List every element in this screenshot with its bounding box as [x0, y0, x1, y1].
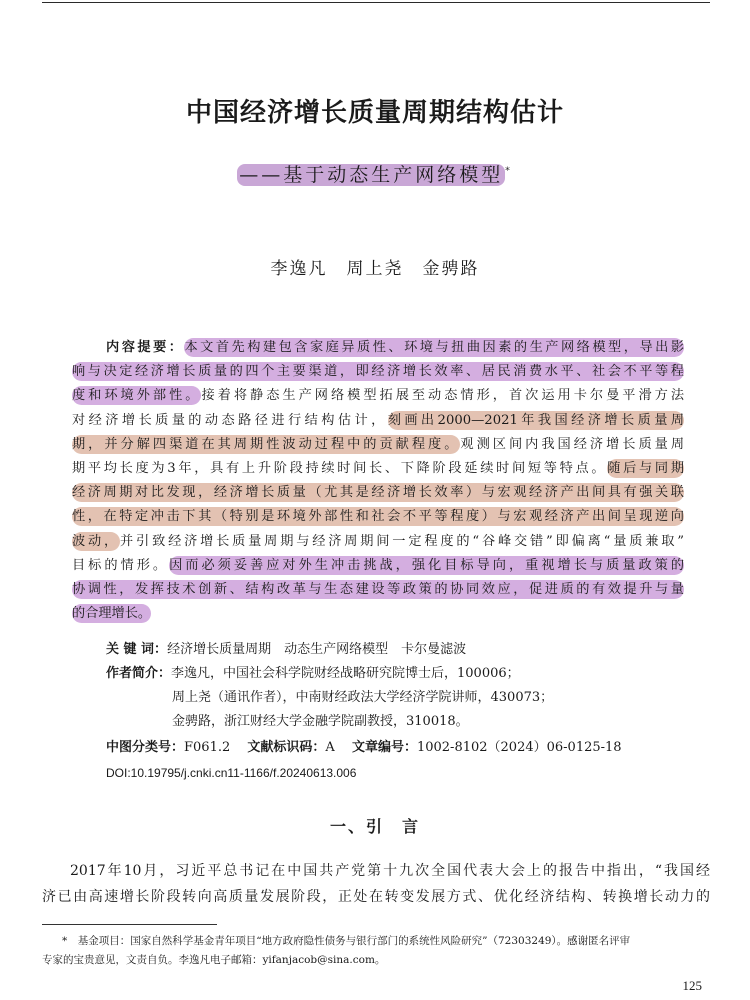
- footnote-rule: [42, 924, 217, 925]
- abstract-text: 并引致经济增长质量周期与经济周期间一定程度的“谷峰交错”即偏离“量质兼取”: [120, 533, 684, 549]
- body-line: 济已由高速增长阶段转向高质量发展阶段，正处在转变发展方式、优化经济结构、转换增长动力的: [42, 889, 710, 905]
- doc-value: A: [325, 740, 335, 755]
- body-line: 2017年10月，习近平总书记在中国共产党第十九次全国代表大会上的报告中指出，“我国经: [70, 863, 710, 879]
- highlighted-text: 本文首先构建包含家庭异质性、环境与扭曲因素的生产网络模型，导出影: [184, 340, 685, 355]
- doi: DOI:10.19795/j.cnki.cn11-1166/f.20240613.006: [106, 766, 357, 780]
- author-info-label: 作者简介：: [106, 666, 172, 681]
- abstract-label: 内容提要：: [106, 340, 185, 355]
- body-text: [42, 858, 710, 910]
- author-info-text: 李逸凡，中国社会科学院财经战略研究院博士后，100006；: [171, 666, 520, 681]
- abstract-line: [72, 602, 684, 626]
- art-value: 1002-8102（2024）06-0125-18: [416, 740, 622, 755]
- page-number: 125: [682, 978, 702, 993]
- art-label: 文章编号：: [351, 740, 417, 755]
- paper-title: 中国经济增长质量周期结构估计: [185, 98, 564, 128]
- highlighted-text: 协调性，发挥技术创新、结构改革与生态建设等政策的协同效应，促进质的有效提升与量: [72, 581, 684, 597]
- abstract-line: [72, 409, 684, 433]
- footnote-line: * 基金项目：国家自然科学基金青年项目“地方政府隐性债务与银行部门的系统性风险研究”（72303249）。感谢匿名评审: [62, 935, 631, 947]
- abstract: [72, 336, 684, 626]
- highlighted-text: 刻画出2000—2021年我国经济增长质量周: [387, 412, 685, 428]
- clc-value: F061.2: [184, 740, 231, 755]
- abstract-line: [72, 360, 684, 384]
- clc-label: 中图分类号：: [106, 740, 185, 755]
- abstract-line: [72, 433, 684, 457]
- paper-subtitle: [0, 160, 750, 187]
- abstract-line: [72, 457, 684, 481]
- authors: 李逸凡 周上尧 金骋路: [270, 259, 480, 279]
- highlighted-text: 因而必须妥善应对外生冲击挑战，强化目标导向，重视增长与质量政策的: [169, 557, 685, 573]
- abstract-line: [72, 530, 684, 554]
- author-info-2: 周上尧（通讯作者），中南财经政法大学经济学院讲师，430073；: [172, 690, 554, 705]
- abstract-line: [72, 481, 684, 505]
- classification: [106, 738, 706, 758]
- highlighted-text: 响与决定经济增长质量的四个主要渠道，即经济增长效率、居民消费水平、社会不平等程: [72, 364, 684, 380]
- abstract-text: 目标的情形。: [72, 557, 170, 573]
- highlighted-text: 随后与同期: [607, 460, 685, 476]
- author-info-3: 金骋路，浙江财经大学金融学院副教授，310018。: [172, 714, 469, 729]
- highlighted-text: 经济周期对比发现，经济增长质量（尤其是经济增长效率）与宏观经济产出间具有强关联: [72, 485, 684, 501]
- keywords-text: 经济增长质量周期 动态生产网络模型 卡尔曼滤波: [167, 642, 467, 657]
- subtitle-text: ——基于动态生产网络模型: [239, 164, 504, 186]
- author-info-1: [106, 664, 706, 684]
- keywords: [106, 640, 706, 660]
- abstract-text: 期平均长度为3年，具有上升阶段持续时间长、下降阶段延续时间短等特点。: [72, 460, 608, 476]
- doc-label: 文献标识码：: [247, 740, 326, 755]
- abstract-line: [72, 384, 684, 408]
- footnote-line: 专家的宝贵意见，文责自负。李逸凡电子邮箱：yifanjacob@sina.com。: [42, 954, 386, 966]
- abstract-text: 观测区间内我国经济增长质量周: [460, 436, 685, 452]
- highlighted-text: 的合理增长。: [72, 606, 152, 622]
- section-heading: 一、引 言: [329, 817, 420, 836]
- abstract-text: 接着将静态生产网络模型拓展至动态情形，首次运用卡尔曼平滑方法: [201, 388, 685, 404]
- keywords-label: 关 键 词：: [106, 642, 168, 657]
- footnote: [42, 932, 710, 970]
- subtitle-note-mark: *: [505, 166, 513, 177]
- highlighted-text: 期，并分解四渠道在其周期性波动过程中的贡献程度。: [72, 436, 461, 452]
- highlighted-text: 波动，: [72, 533, 121, 549]
- top-rule: [42, 2, 710, 3]
- abstract-line: [72, 336, 684, 360]
- abstract-line: [72, 505, 684, 529]
- abstract-text: 对经济增长质量的动态路径进行结构估计，: [72, 412, 388, 428]
- highlighted-text: 性，在特定冲击下其（特别是环境外部性和社会不平等程度）与宏观经济产出间呈现逆向: [72, 509, 684, 525]
- highlighted-text: 度和环境外部性。: [72, 388, 202, 404]
- abstract-line: [72, 578, 684, 602]
- abstract-line: [72, 554, 684, 578]
